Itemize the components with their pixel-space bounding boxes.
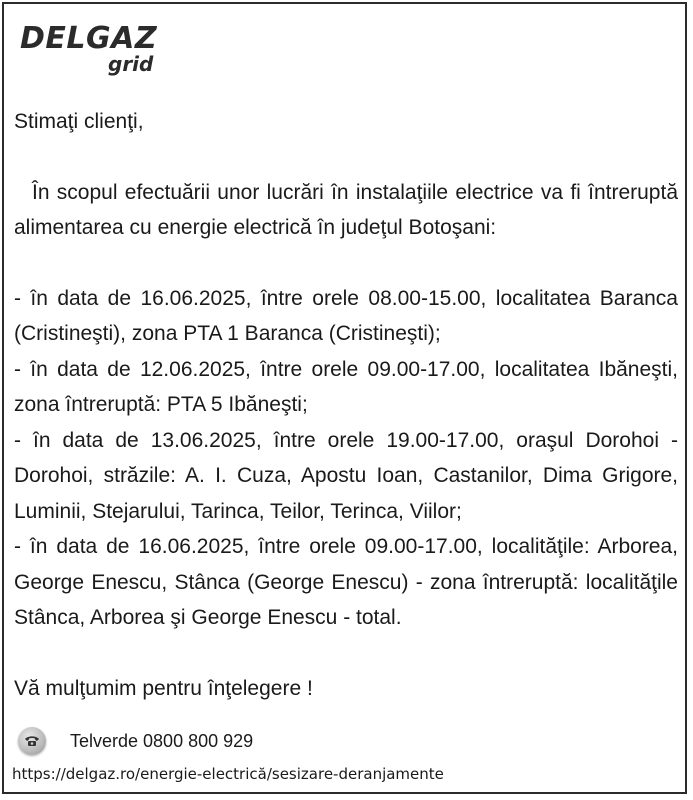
outage-item: - în data de 16.06.2025, între orele 09.00-17.00, localităţile: Arborea, George Enescu, Stânca (George Enescu) - zona întreruptă: localităţile Stânca, Arborea şi George Enescu - total. — [14, 535, 678, 629]
contact-line — [18, 726, 253, 756]
report-url[interactable]: https://delgaz.ro/energie-electrică/sesizare-deranjamente — [12, 765, 444, 783]
intro-paragraph: În scopul efectuării unor lucrări în instalaţiile electrice va fi întreruptă alimentarea cu energie electrică în judeţul Botoşani: — [14, 180, 678, 239]
phone-icon — [18, 727, 46, 755]
greeting: Stimaţi clienţi, — [14, 110, 144, 133]
outage-item: - în data de 12.06.2025, între orele 09.00-17.00, localitatea Ibăneşti, zona întreruptă: PTA 5 Ibăneşti; — [14, 357, 678, 416]
logo-sub: grid — [108, 52, 154, 76]
notice-body — [14, 104, 678, 706]
thanks-line: Vă mulţumim pentru înţelegere ! — [14, 676, 313, 700]
outage-item: - în data de 16.06.2025, între orele 08.00-15.00, localitatea Baranca (Cristineşti), zona PTA 1 Baranca (Cristineşti); — [14, 286, 678, 345]
hotline-label: Telverde 0800 800 929 — [70, 730, 254, 751]
outage-item: - în data de 13.06.2025, între orele 19.00-17.00, oraşul Dorohoi - Dorohoi, străzile: A. I. Cuza, Apostu Ioan, Castanilor, Dima Grigore, Luminii, Stejarului, Tarinca, Teilor, Terinca, Viilor; — [14, 428, 678, 523]
delgaz-grid-logo — [20, 22, 170, 78]
logo-name: DELGAZ — [20, 21, 158, 56]
